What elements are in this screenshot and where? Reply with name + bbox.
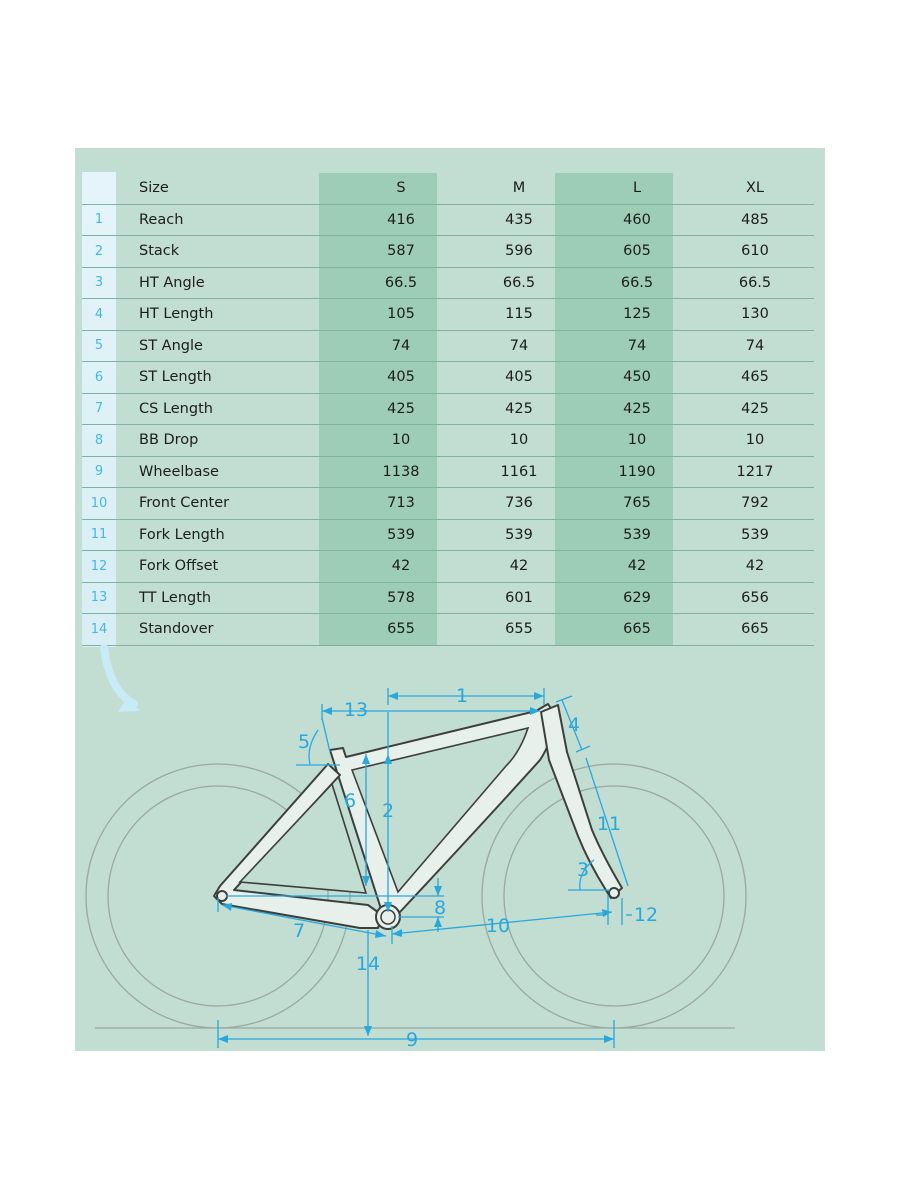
row-label: TT Length [116,582,342,614]
row-value: 460 [578,204,696,236]
row-value: 1190 [578,456,696,488]
row-value: 42 [696,551,814,583]
header-xl: XL [696,173,814,204]
curved-arrow-icon [104,648,134,704]
row-value: 539 [342,519,460,551]
dim-label-5: 5 [297,731,311,753]
row-number: 13 [82,582,116,614]
row-value: 66.5 [460,267,578,299]
row-number: 8 [82,425,116,457]
row-label: HT Angle [116,267,342,299]
row-value: 66.5 [696,267,814,299]
row-value: 125 [578,299,696,331]
row-value: 665 [696,614,814,646]
row-value: 425 [460,393,578,425]
row-value: 10 [342,425,460,457]
row-label: Wheelbase [116,456,342,488]
row-label: Fork Length [116,519,342,551]
row-value: 736 [460,488,578,520]
row-number: 12 [82,551,116,583]
row-value: 66.5 [578,267,696,299]
dim-label-10: 10 [485,915,511,937]
row-value: 435 [460,204,578,236]
dim-label-12: 12 [633,904,659,926]
row-value: 765 [578,488,696,520]
row-value: 66.5 [342,267,460,299]
dim-label-1: 1 [455,685,469,707]
row-value: 1138 [342,456,460,488]
row-label: Standover [116,614,342,646]
row-label: Fork Offset [116,551,342,583]
row-value: 450 [578,362,696,394]
row-value: 10 [460,425,578,457]
header-s: S [342,173,460,204]
row-value: 74 [578,330,696,362]
dim-label-6: 6 [343,790,357,812]
dim-label-2: 2 [381,800,395,822]
row-number: 1 [82,204,116,236]
row-value: 425 [696,393,814,425]
row-value: 713 [342,488,460,520]
row-value: 405 [460,362,578,394]
row-value: 425 [578,393,696,425]
row-value: 596 [460,236,578,268]
row-value: 74 [696,330,814,362]
row-number: 5 [82,330,116,362]
row-value: 539 [696,519,814,551]
row-number: 7 [82,393,116,425]
row-value: 605 [578,236,696,268]
row-label: Stack [116,236,342,268]
row-value: 74 [460,330,578,362]
row-value: 130 [696,299,814,331]
dim-label-14: 14 [355,953,381,975]
row-value: 416 [342,204,460,236]
header-l: L [578,173,696,204]
row-value: 610 [696,236,814,268]
row-number: 2 [82,236,116,268]
row-value: 42 [578,551,696,583]
row-value: 405 [342,362,460,394]
row-value: 485 [696,204,814,236]
row-value: 539 [460,519,578,551]
dim-label-13: 13 [343,699,369,721]
row-value: 1161 [460,456,578,488]
row-value: 42 [342,551,460,583]
row-value: 656 [696,582,814,614]
row-value: 655 [342,614,460,646]
row-label: CS Length [116,393,342,425]
row-number: 3 [82,267,116,299]
row-number: 11 [82,519,116,551]
row-value: 601 [460,582,578,614]
header-m: M [460,173,578,204]
row-value: 665 [578,614,696,646]
dim-label-8: 8 [433,897,447,919]
header-size: Size [116,173,342,204]
row-label: HT Length [116,299,342,331]
dim-label-11: 11 [596,813,622,835]
row-value: 629 [578,582,696,614]
row-number: 10 [82,488,116,520]
row-value: 115 [460,299,578,331]
row-value: 578 [342,582,460,614]
dim-label-4: 4 [567,714,581,736]
row-value: 10 [578,425,696,457]
row-label: Reach [116,204,342,236]
front-axle [609,888,619,898]
row-value: 74 [342,330,460,362]
dim-label-7: 7 [292,920,306,942]
row-label: ST Length [116,362,342,394]
dim-label-3: 3 [576,859,590,881]
dim-label-9: 9 [405,1029,419,1051]
row-value: 539 [578,519,696,551]
row-value: 465 [696,362,814,394]
row-label: ST Angle [116,330,342,362]
row-value: 425 [342,393,460,425]
row-label: BB Drop [116,425,342,457]
row-value: 1217 [696,456,814,488]
row-number: 4 [82,299,116,331]
row-number: 9 [82,456,116,488]
row-value: 655 [460,614,578,646]
row-value: 792 [696,488,814,520]
row-value: 10 [696,425,814,457]
row-value: 587 [342,236,460,268]
row-value: 105 [342,299,460,331]
row-value: 42 [460,551,578,583]
row-label: Front Center [116,488,342,520]
row-number: 14 [82,614,116,646]
row-number: 6 [82,362,116,394]
